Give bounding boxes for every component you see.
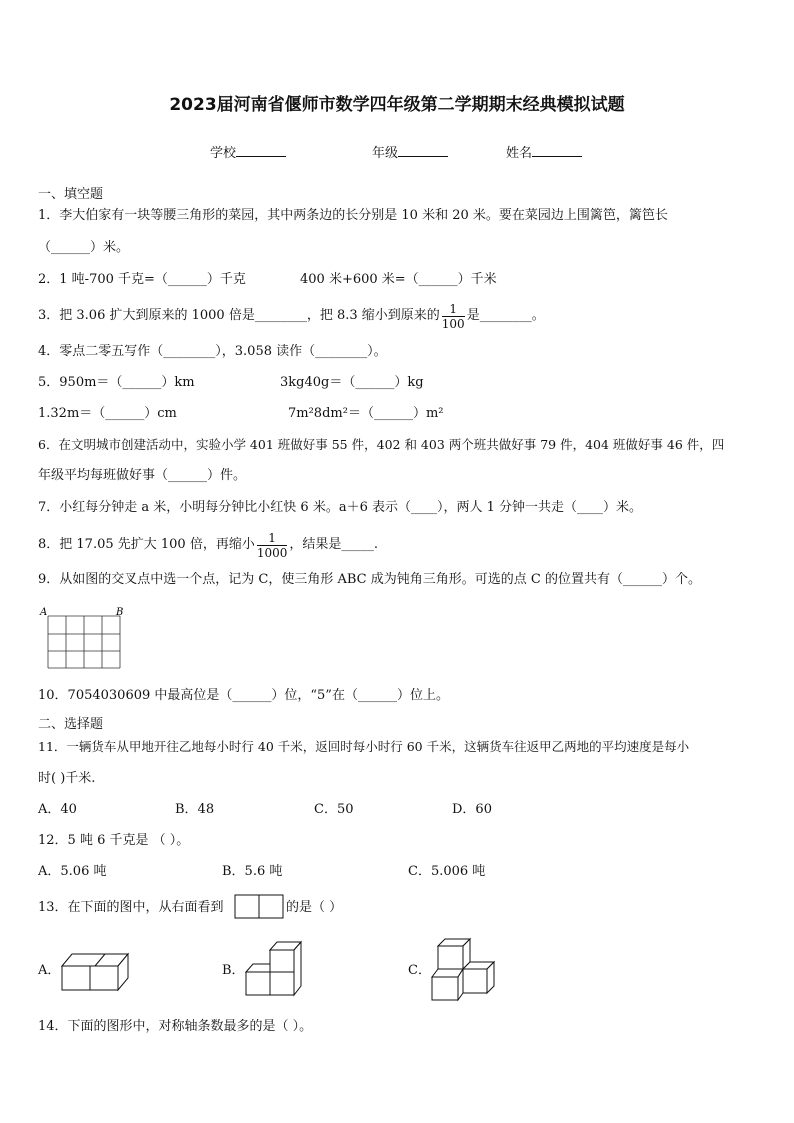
q1-line1: 1．李大伯家有一块等腰三角形的菜园，其中两条边的长分别是 10 米和 20 米。要在菜园边上围篱笆，篱笆长 bbox=[38, 208, 668, 223]
section-choice: 二、选择题 bbox=[38, 717, 104, 732]
q5-b: 3kg40g＝（______）kg bbox=[280, 375, 424, 390]
q13-option-b-figure bbox=[244, 938, 304, 998]
school-field bbox=[210, 142, 286, 161]
grade-field bbox=[372, 142, 448, 161]
q10: 10．7054030609 中最高位是（______）位，“5”在（______）位上。 bbox=[38, 688, 449, 703]
q9-label-b: B bbox=[116, 607, 124, 618]
q13-option-a[interactable]: A． bbox=[38, 963, 61, 978]
section-fill: 一、填空题 bbox=[38, 187, 104, 202]
q3-pre: 3．把 3.06 扩大到原来的 1000 倍是________，把 8.3 缩小到原来的 bbox=[38, 308, 440, 323]
q13-pre: 13．在下面的图中，从右面看到 bbox=[38, 900, 224, 915]
q9: 9．从如图的交叉点中选一个点，记为 C，使三角形 ABC 成为钝角三角形。可选的点 C 的位置共有（______）个。 bbox=[38, 572, 701, 587]
q7: 7．小红每分钟走 a 米，小明每分钟比小红快 6 米。a＋6 表示（____），两人 1 分钟一共走（____）米。 bbox=[38, 500, 643, 515]
q11-option-d[interactable]: D．60 bbox=[452, 802, 492, 817]
q11-option-b[interactable]: B．48 bbox=[175, 802, 215, 817]
name-label: 姓名 bbox=[506, 146, 533, 161]
q9-label-a: A bbox=[40, 607, 48, 618]
grade-blank[interactable] bbox=[398, 156, 448, 157]
name-field bbox=[506, 142, 582, 161]
q2-part-a: 2．1 吨-700 千克=（______）千克 bbox=[38, 272, 246, 287]
q6-line1: 6．在文明城市创建活动中，实验小学 401 班做好事 55 件，402 和 403 两个班共做好事 79 件，404 班做好事 46 件，四 bbox=[38, 437, 725, 452]
name-blank[interactable] bbox=[532, 156, 582, 157]
q12: 12．5 吨 6 千克是 （ ）。 bbox=[38, 833, 190, 848]
q5-d: 7m²8dm²＝（______）m² bbox=[288, 406, 444, 421]
q9-grid-lines bbox=[48, 616, 120, 668]
q3-num: 1 bbox=[442, 302, 465, 317]
q8-den: 1000 bbox=[256, 545, 288, 560]
q8-fraction bbox=[257, 531, 288, 560]
q3-fraction bbox=[442, 302, 465, 331]
q12-option-b[interactable]: B．5.6 吨 bbox=[222, 864, 283, 879]
q12-option-c[interactable]: C．5.006 吨 bbox=[408, 864, 486, 879]
q12-option-a[interactable]: A．5.06 吨 bbox=[38, 864, 107, 879]
q13-option-b[interactable]: B． bbox=[222, 963, 245, 978]
grade-label: 年级 bbox=[372, 146, 399, 161]
q5-a: 5．950m＝（______）km bbox=[38, 375, 195, 390]
q1-line2: （______）米。 bbox=[38, 240, 130, 255]
q11-line1: 11．一辆货车从甲地开往乙地每小时行 40 千米，返回时每小时行 60 千米，这辆货车往返甲乙两地的平均速度是每小 bbox=[38, 739, 690, 754]
q2-part-b: 400 米+600 米=（______）千米 bbox=[300, 272, 497, 287]
q3-post: 是________。 bbox=[466, 308, 545, 323]
q13-option-c[interactable]: C． bbox=[408, 963, 431, 978]
q13-right-view-figure bbox=[234, 894, 284, 920]
q8 bbox=[38, 527, 378, 563]
q9-grid-figure bbox=[36, 604, 132, 672]
q3-den: 100 bbox=[441, 316, 465, 331]
page-title: 2023届河南省偃师市数学四年级第二学期期末经典模拟试题 bbox=[169, 95, 625, 115]
q8-num: 1 bbox=[257, 531, 288, 546]
q14: 14．下面的图形中，对称轴条数最多的是（ ）。 bbox=[38, 1019, 313, 1034]
school-label: 学校 bbox=[210, 146, 237, 161]
school-blank[interactable] bbox=[236, 156, 286, 157]
q11-option-a[interactable]: A．40 bbox=[38, 802, 77, 817]
q6-line2: 年级平均每班做好事（______）件。 bbox=[38, 468, 247, 483]
q3 bbox=[38, 298, 545, 334]
q8-pre: 8．把 17.05 先扩大 100 倍，再缩小 bbox=[38, 537, 255, 552]
q11-line2: 时( )千米. bbox=[38, 771, 96, 786]
q11-option-c[interactable]: C．50 bbox=[314, 802, 354, 817]
q5-c: 1.32m＝（______）cm bbox=[38, 406, 177, 421]
q13-option-a-figure bbox=[60, 948, 130, 992]
q13-option-c-figure bbox=[428, 936, 498, 1002]
q13-post: 的是（ ） bbox=[286, 900, 343, 915]
q8-post: ，结果是_____. bbox=[289, 537, 379, 552]
q4: 4．零点二零五写作（________），3.058 读作（________）。 bbox=[38, 344, 387, 359]
